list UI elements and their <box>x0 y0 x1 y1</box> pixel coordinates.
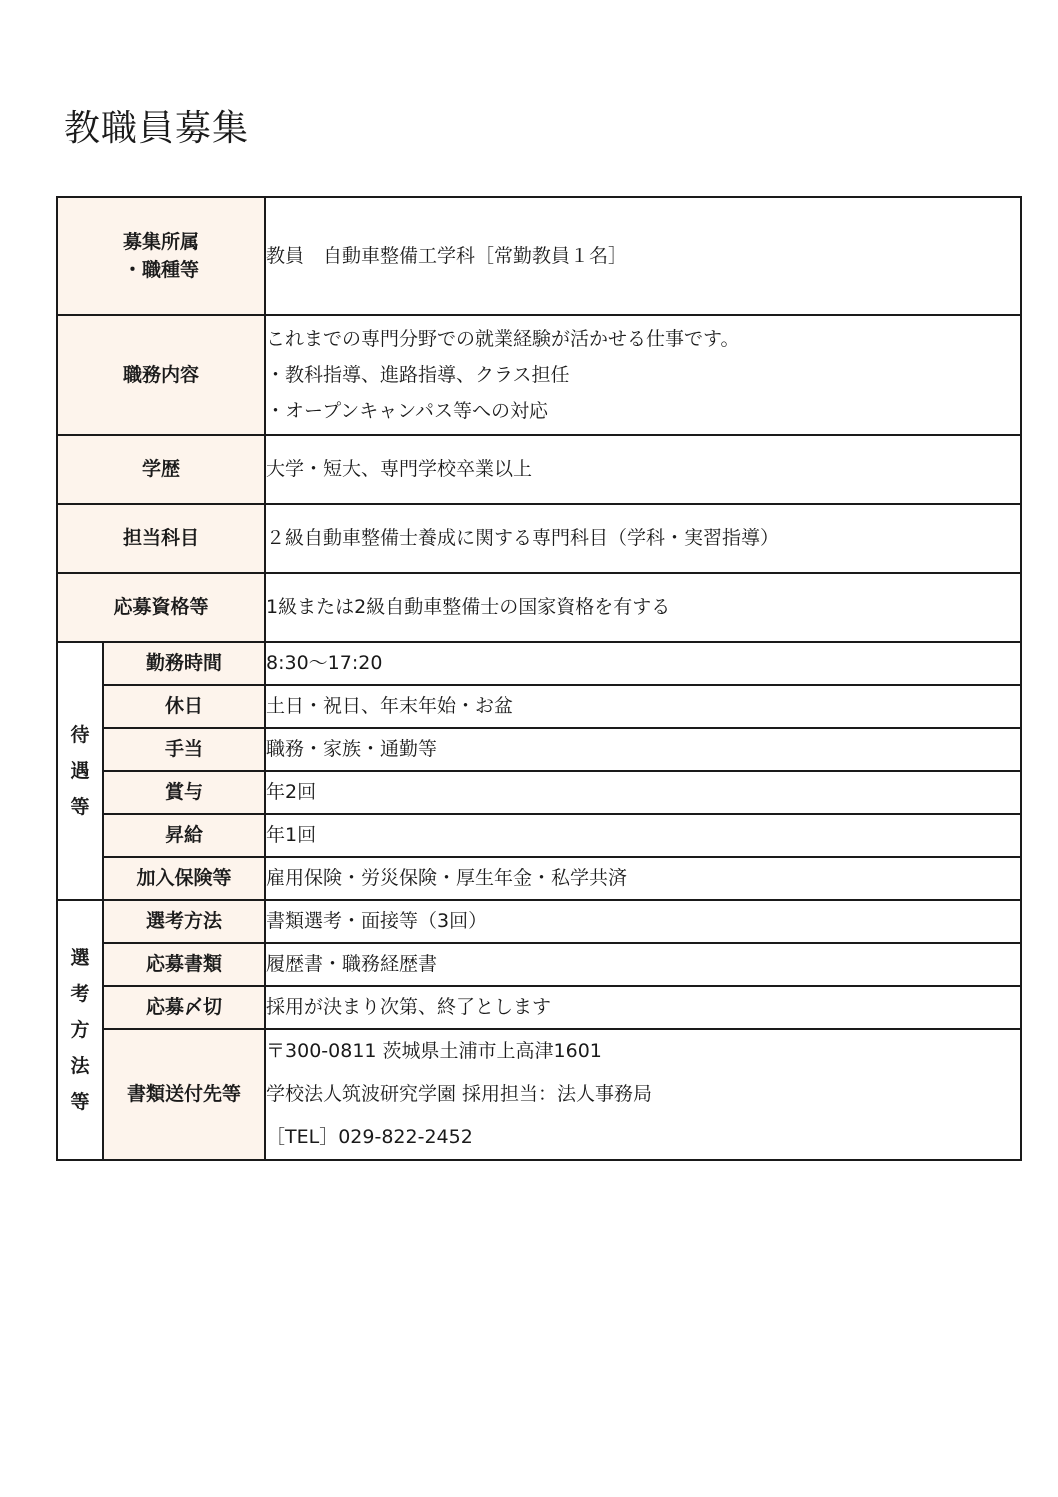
address-line-postal: 〒300-0811 茨城県土浦市上高津1601 <box>266 1040 602 1062</box>
benefit-value: 土日・祝日、年末年始・お盆 <box>265 685 1021 728</box>
benefit-row-hours <box>57 642 1021 685</box>
address-value <box>265 1029 1021 1160</box>
selection-row-address <box>57 1029 1021 1160</box>
address-label: 書類送付先等 <box>103 1029 265 1160</box>
selection-row-documents <box>57 943 1021 986</box>
selection-value: 採用が決まり次第、終了とします <box>265 986 1021 1029</box>
affiliation-label <box>57 197 265 315</box>
selection-label: 選考方法 <box>103 900 265 943</box>
benefit-row-allowance <box>57 728 1021 771</box>
benefit-row-holidays <box>57 685 1021 728</box>
recruitment-table <box>56 196 1022 1161</box>
page-title: 教職員募集 <box>64 108 250 149</box>
address-line-organization: 学校法人筑波研究学園 採用担当：法人事務局 <box>266 1083 653 1105</box>
duties-line-3: ・オープンキャンパス等への対応 <box>266 400 548 422</box>
benefit-row-insurance <box>57 857 1021 900</box>
subjects-value: ２級自動車整備士養成に関する専門科目（学科・実習指導） <box>265 504 1021 573</box>
selection-group-label <box>57 900 103 1160</box>
affiliation-row <box>57 197 1021 315</box>
benefit-row-bonus <box>57 771 1021 814</box>
benefit-label: 休日 <box>103 685 265 728</box>
duties-line-2: ・教科指導、進路指導、クラス担任 <box>266 364 570 386</box>
selection-group-text: 選考方法等 <box>70 947 90 1113</box>
education-value: 大学・短大、専門学校卒業以上 <box>265 435 1021 504</box>
affiliation-label-line2: ・職種等 <box>123 259 200 281</box>
qualification-row <box>57 573 1021 642</box>
benefit-value: 職務・家族・通勤等 <box>265 728 1021 771</box>
benefits-group-text: 待遇等 <box>70 724 90 818</box>
subjects-row <box>57 504 1021 573</box>
benefit-value: 年1回 <box>265 814 1021 857</box>
benefit-label: 昇給 <box>103 814 265 857</box>
selection-label: 応募〆切 <box>103 986 265 1029</box>
duties-value <box>265 315 1021 435</box>
benefit-label: 勤務時間 <box>103 642 265 685</box>
benefit-label: 賞与 <box>103 771 265 814</box>
benefit-label: 加入保険等 <box>103 857 265 900</box>
benefit-value: 年2回 <box>265 771 1021 814</box>
benefit-value: 雇用保険・労災保険・厚生年金・私学共済 <box>265 857 1021 900</box>
duties-label: 職務内容 <box>57 315 265 435</box>
selection-row-deadline <box>57 986 1021 1029</box>
benefit-row-raise <box>57 814 1021 857</box>
selection-value: 書類選考・面接等（3回） <box>265 900 1021 943</box>
subjects-label: 担当科目 <box>57 504 265 573</box>
education-label: 学歴 <box>57 435 265 504</box>
duties-line-1: これまでの専門分野での就業経験が活かせる仕事です。 <box>266 328 740 350</box>
qualification-label: 応募資格等 <box>57 573 265 642</box>
selection-row-method <box>57 900 1021 943</box>
education-row <box>57 435 1021 504</box>
benefit-label: 手当 <box>103 728 265 771</box>
duties-row <box>57 315 1021 435</box>
selection-value: 履歴書・職務経歴書 <box>265 943 1021 986</box>
address-line-phone: ［TEL］029-822-2452 <box>266 1126 473 1148</box>
affiliation-value: 教員 自動車整備工学科［常勤教員１名］ <box>265 197 1021 315</box>
qualification-value: 1級または2級自動車整備士の国家資格を有する <box>265 573 1021 642</box>
benefit-value: 8:30～17:20 <box>265 642 1021 685</box>
selection-label: 応募書類 <box>103 943 265 986</box>
affiliation-label-line1: 募集所属 <box>123 230 200 253</box>
benefits-group-label <box>57 642 103 900</box>
